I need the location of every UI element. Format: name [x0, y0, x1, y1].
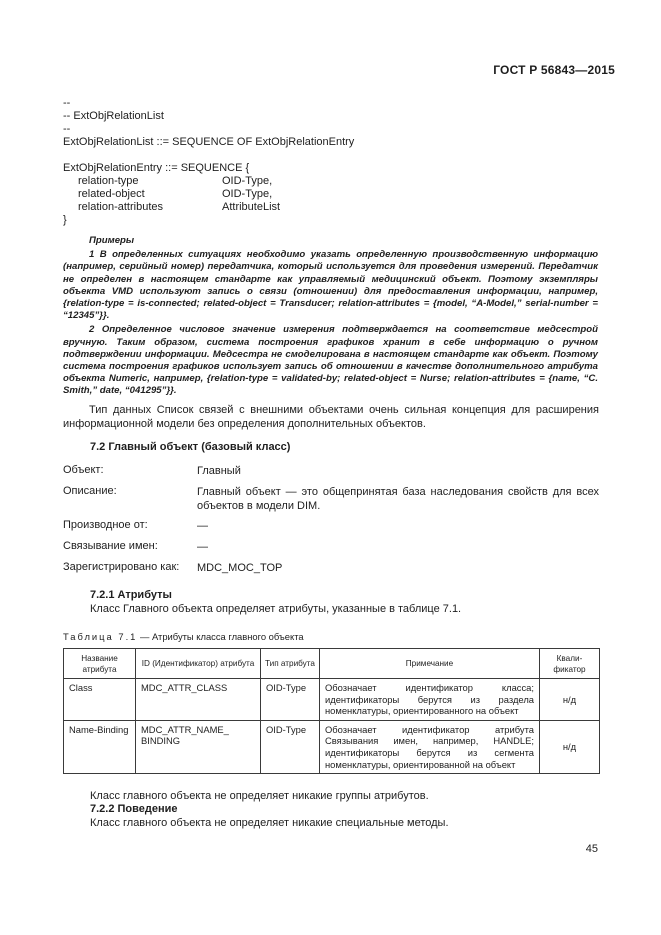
table-caption	[63, 631, 304, 642]
prop-value: Главный	[197, 465, 241, 477]
table-cell: Class	[64, 679, 136, 721]
subsection-heading: 7.2.2 Поведение	[90, 803, 178, 815]
table-cell: OID-Type	[261, 679, 320, 721]
table-cell: MDC_ATTR_NAME_ BINDING	[136, 720, 261, 773]
prop-value: MDC_MOC_TOP	[197, 562, 283, 574]
table-cell: Name-Binding	[64, 720, 136, 773]
behaviour-text: Класс главного объекта не определяет никакие специальные методы.	[90, 817, 449, 829]
attributes-table	[63, 648, 600, 774]
column-header: ID (Идентификатор) атрибута	[136, 649, 261, 679]
column-header: Название атрибута	[64, 649, 136, 679]
code-line: --	[63, 123, 71, 135]
standard-designation: ГОСТ Р 56843—2015	[493, 63, 615, 77]
code-line: }	[63, 214, 67, 226]
column-header: Тип атрибута	[261, 649, 320, 679]
field-type: OID-Type,	[222, 175, 273, 187]
code-line: ExtObjRelationEntry ::= SEQUENCE {	[63, 162, 250, 174]
prop-value: Главный объект — это общепринятая база наследования свойств для всех объектов в модели DIM.	[197, 486, 599, 513]
field-name: related-object	[78, 188, 145, 200]
table-cell: MDC_ATTR_CLASS	[136, 679, 261, 721]
subsection-text: Класс Главного объекта определяет атрибуты, указанные в таблице 7.1.	[90, 603, 462, 615]
prop-label: Описание:	[63, 485, 117, 497]
groups-text: Класс главного объекта не определяет никакие группы атрибутов.	[90, 790, 429, 802]
column-header: Примечание	[320, 649, 540, 679]
table-row	[64, 720, 600, 773]
table-cell: н/д	[540, 679, 600, 721]
paragraph-text: Тип данных Список связей с внешними объектами очень сильная концепция для расширения информационной модели без определения дополнительных объектов.	[63, 404, 599, 431]
examples-title: Примеры	[89, 235, 135, 246]
table-cell: Обозначает идентификатор атрибута Связывания имен, например, HANDLE; идентификаторы берутся из сегмента номенклатуры, ориентированной на объект	[320, 720, 540, 773]
field-name: relation-attributes	[78, 201, 163, 213]
table-cell: Обозначает идентификатор класса; идентификаторы берутся из раздела номенклатуры, ориентированного на объект	[320, 679, 540, 721]
subsection-heading: 7.2.1 Атрибуты	[90, 589, 172, 601]
prop-label: Объект:	[63, 464, 104, 476]
prop-value: —	[197, 520, 208, 532]
code-line: -- ExtObjRelationList	[63, 110, 164, 122]
paragraph	[63, 403, 599, 432]
prop-label: Зарегистрировано как:	[63, 561, 180, 573]
example-2: 2 Определенное числовое значение измерения подтверждается на соответствие медсестрой вручную. Таким образом, система построения графиков хранит в себе информацию о ручном подтверждении информации. Медсестра не смоделирована в настоящем стандарте как объект. Поэтому система построения графиков использует запись об отношении в качестве дополнительного атрибута объекта Numeric, например, {relation-type = validated-by; related-object = Nurse; relation-attributes = {name, “C. Smith,” date, “041295”}}.	[63, 324, 598, 397]
table-row	[64, 679, 600, 721]
table-caption-title: — Атрибуты класса главного объекта	[137, 631, 304, 642]
field-type: AttributeList	[222, 201, 281, 213]
example-1: 1 В определенных ситуациях необходимо указать определенную производственную информацию (например, серийный номер) передатчика, который используется для проведения измерений. Передатчик не определен в настоящем стандарте как управляемый медицинский объект. Поэтому экземпляры объекта VMD используют запись о связи (отношении) для предоставления информации, например, {relation-type = is-connected; related-object = Transducer; relation-attributes = {model, “A-Model,” serial-number = “12345”}}.	[63, 249, 598, 322]
prop-value: —	[197, 541, 208, 553]
prop-label: Производное от:	[63, 519, 148, 531]
table-caption-number: Таблица 7.1	[63, 631, 138, 642]
table-cell: OID-Type	[261, 720, 320, 773]
field-name: relation-type	[78, 175, 139, 187]
section-heading: 7.2 Главный объект (базовый класс)	[90, 441, 291, 453]
column-header: Квали-фикатор	[540, 649, 600, 679]
code-line: --	[63, 97, 71, 109]
page-number: 45	[585, 843, 598, 855]
table-cell: н/д	[540, 720, 600, 773]
examples-block	[63, 235, 598, 398]
code-line: ExtObjRelationList ::= SEQUENCE OF ExtObjRelationEntry	[63, 136, 355, 148]
prop-label: Связывание имен:	[63, 540, 158, 552]
field-type: OID-Type,	[222, 188, 273, 200]
table-header-row	[64, 649, 600, 679]
